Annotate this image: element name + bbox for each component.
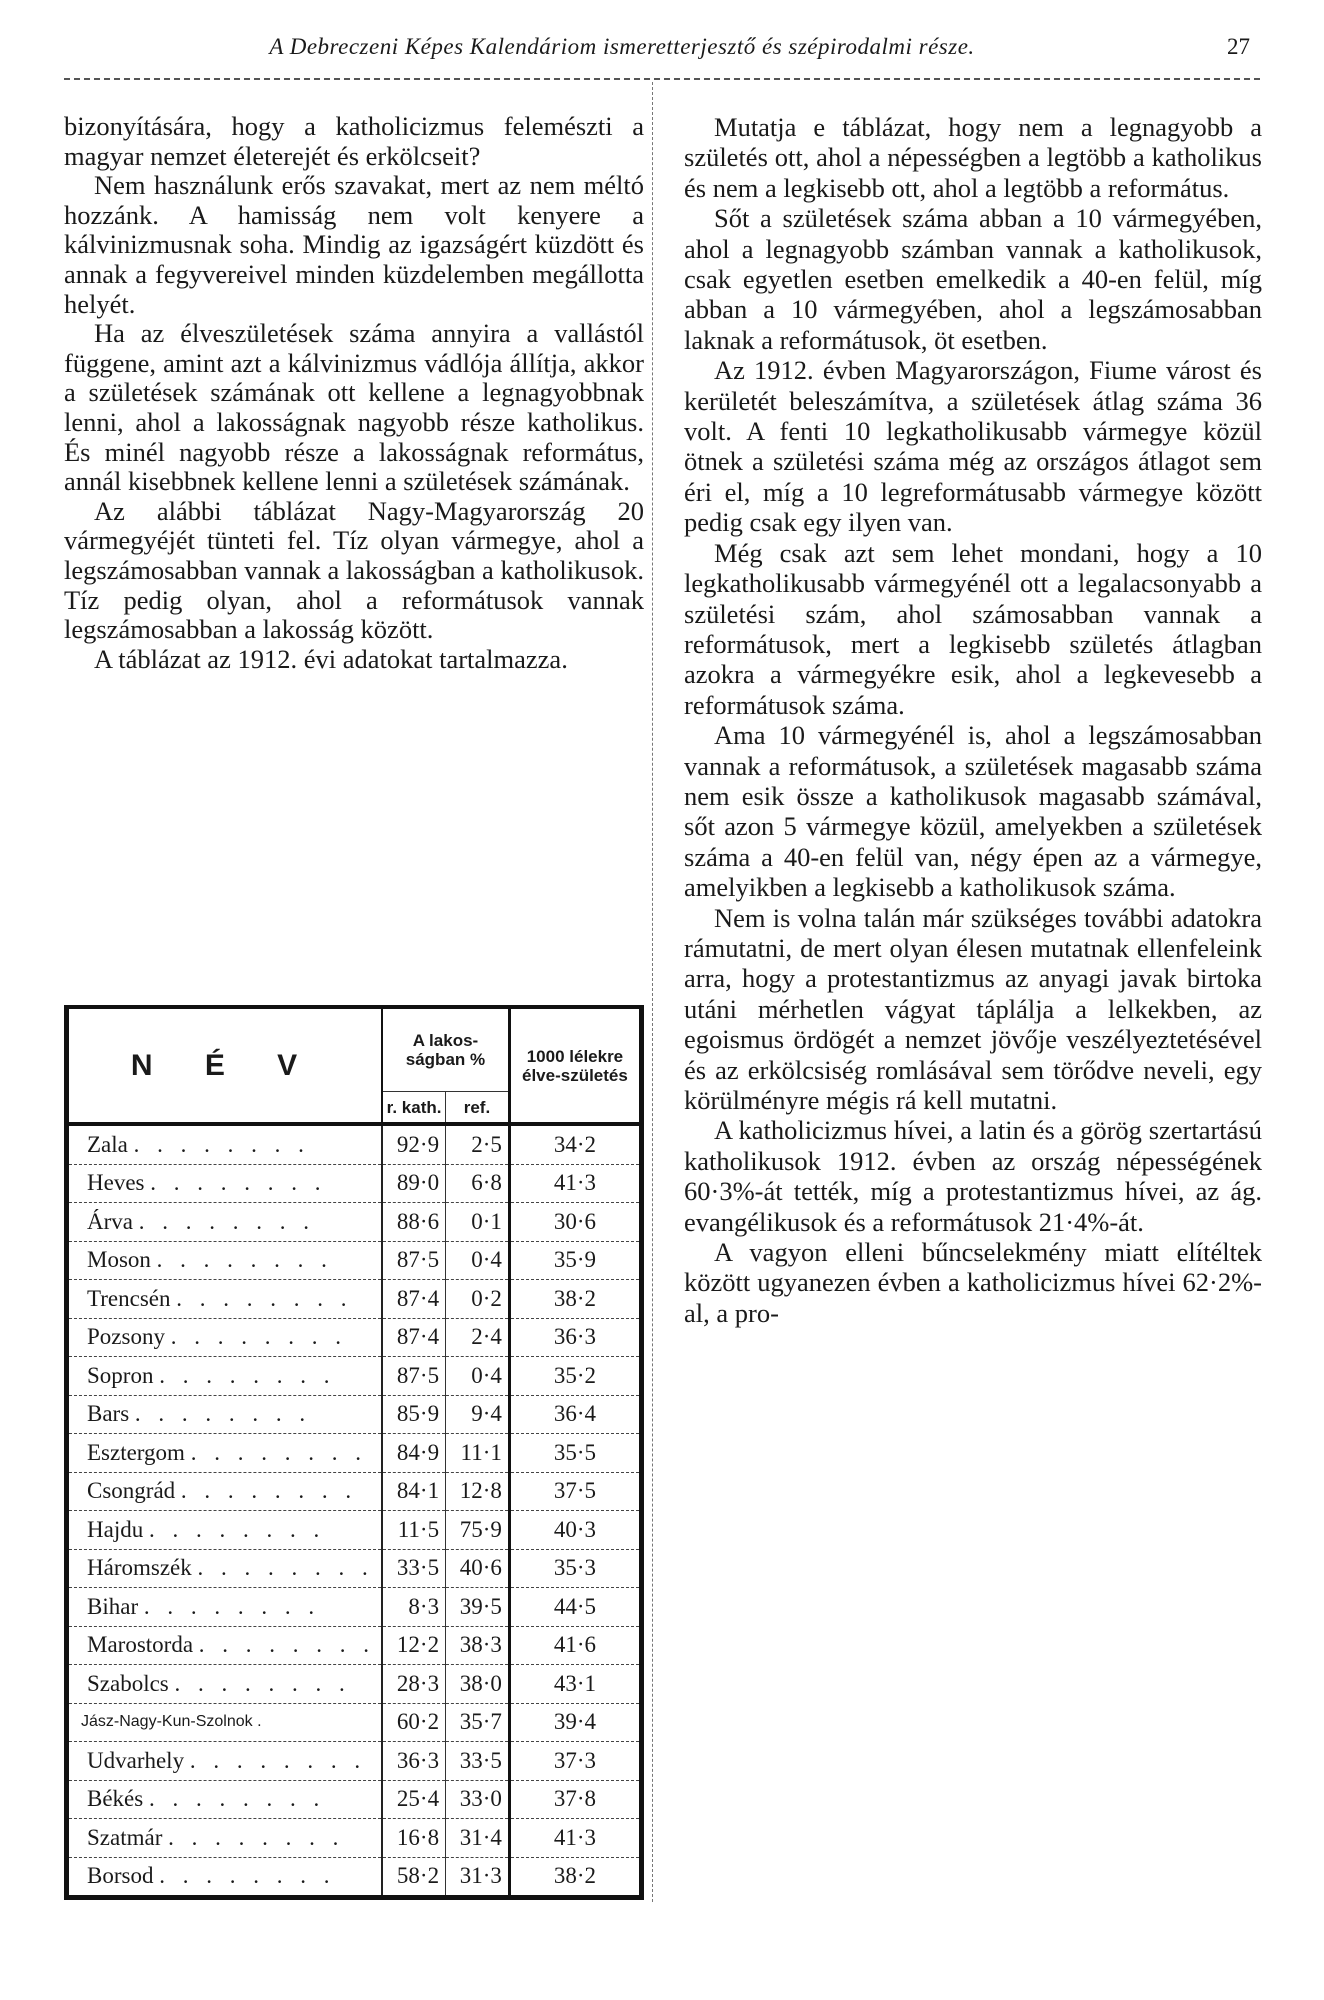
- county-name-text: Árva: [87, 1208, 133, 1234]
- column-header-kath: r. kath.: [382, 1092, 446, 1125]
- county-name: [67, 1665, 383, 1704]
- county-name: [67, 1511, 383, 1550]
- paragraph: Mutatja e táblázat, hogy nem a legnagyobb a születés ott, ahol a népességben a legtöbb a katholikus és nem a legkisebb ott, ahol a legtöbb a református.: [684, 112, 1262, 203]
- column-header-population: A lakos-ságban %: [382, 1007, 509, 1092]
- county-name-text: Borsod: [87, 1863, 154, 1889]
- column-header-name: N É V: [67, 1007, 383, 1124]
- table-row: [67, 1703, 642, 1742]
- table-row: [67, 1472, 642, 1511]
- paragraph: A táblázat az 1912. évi adatokat tartalmazza.: [94, 643, 568, 674]
- birth-rate: 35·3: [509, 1549, 641, 1588]
- kath-percent: 11·5: [382, 1511, 446, 1550]
- birth-rate: 37·8: [509, 1780, 641, 1819]
- leader-dots: . . . . . . . .: [190, 1439, 367, 1465]
- kath-percent: 88·6: [382, 1203, 446, 1242]
- ref-percent: 75·9: [446, 1511, 510, 1550]
- county-name-text: Esztergom: [87, 1439, 185, 1465]
- ref-percent: 31·3: [446, 1857, 510, 1898]
- table-row: [67, 1588, 642, 1627]
- table-row: [67, 1511, 642, 1550]
- paragraph: bizonyítására, hogy a katholicizmus felemészti a magyar nemzet életerejét és erkölcseit?: [64, 111, 644, 171]
- kath-percent: 89·0: [382, 1164, 446, 1203]
- right-column: [684, 112, 1262, 1328]
- table-row: [67, 1819, 642, 1858]
- birth-rate: 30·6: [509, 1203, 641, 1242]
- paragraph: Az alábbi táblázat Nagy-Magyarország 20 vármegyéjét tünteti fel. Tíz olyan vármegye, ahol a legszámosabban vannak a lakosságban a katholikusok. Tíz pedig olyan, ahol a reformátusok vannak legszámosabban a lakosság között.: [64, 495, 644, 645]
- table-row: [67, 1665, 642, 1704]
- county-name: [67, 1241, 383, 1280]
- leader-dots: . . . . . . . .: [138, 1208, 315, 1234]
- table-row: [67, 1124, 642, 1164]
- kath-percent: 92·9: [382, 1124, 446, 1164]
- birth-rate: 44·5: [509, 1588, 641, 1627]
- county-name-text: Trencsén: [87, 1285, 171, 1311]
- ref-percent: 33·5: [446, 1742, 510, 1781]
- header-rule: [64, 78, 1260, 80]
- leader-dots: . . . . . . . .: [180, 1478, 358, 1504]
- leader-dots: . . . . . . . .: [148, 1516, 326, 1542]
- county-name-text: Udvarhely: [87, 1747, 185, 1773]
- leader-dots: . . . . . . . .: [156, 1247, 333, 1273]
- county-name-text: Marostorda: [87, 1632, 194, 1658]
- ref-percent: 39·5: [446, 1588, 510, 1627]
- county-name-text: Bihar: [87, 1593, 139, 1619]
- birth-rate: 39·4: [509, 1703, 641, 1742]
- birth-rate: 40·3: [509, 1511, 641, 1550]
- kath-percent: 33·5: [382, 1549, 446, 1588]
- county-name: [67, 1280, 383, 1319]
- birth-rate: 41·6: [509, 1626, 641, 1665]
- leader-dots: . . . . . . . .: [159, 1362, 336, 1388]
- paragraph: A katholicizmus hívei, a latin és a görög szertartású katholikusok 1912. évben az ország népességének 60·3%-át tették, míg a protestantizmus hívei, az ág. evangélikusok és a reformátusok 21·4%-át.: [684, 1115, 1262, 1237]
- paragraph: Ha az élveszületések száma annyira a vallástól függene, amint azt a kálvinizmus vádlója állítja, akkor a születések számának ott kellene a legnagyobbnak lenni, ahol a lakosságnak nagyobb része katholikus. És minél nagyobb része a lakosságnak református, annál kisebbnek kellene lenni a születések számának.: [64, 318, 644, 497]
- county-name: [67, 1703, 383, 1742]
- county-name: [67, 1318, 383, 1357]
- ref-percent: 2·4: [446, 1318, 510, 1357]
- table-row: [67, 1318, 642, 1357]
- county-name-text: Szabolcs: [87, 1670, 169, 1696]
- table-row: [67, 1434, 642, 1473]
- leader-dots: .: [257, 1713, 268, 1731]
- county-name: [67, 1549, 383, 1588]
- table-row: [67, 1780, 642, 1819]
- kath-percent: 60·2: [382, 1703, 446, 1742]
- running-header: [64, 34, 1260, 70]
- leader-dots: . . . . . . . .: [134, 1401, 312, 1427]
- county-name-text: Zala: [87, 1131, 128, 1157]
- paragraph: Sőt a születések száma abban a 10 vármegyében, ahol a legnagyobb számban vannak a katholikusok, csak egyetlen esetben emelkedik a 40-en felül, míg abban a 10 vármegyében, ahol a legszámosabban laknak a reformátusok, öt esetben.: [684, 203, 1262, 355]
- county-name: [67, 1626, 383, 1665]
- birth-rate: 35·5: [509, 1434, 641, 1473]
- ref-percent: 0·2: [446, 1280, 510, 1319]
- statistics-table: [64, 1005, 644, 1900]
- ref-percent: 38·0: [446, 1665, 510, 1704]
- county-name: [67, 1588, 383, 1627]
- birth-rate: 41·3: [509, 1164, 641, 1203]
- county-name: [67, 1780, 383, 1819]
- birth-rate: 34·2: [509, 1124, 641, 1164]
- ref-percent: 0·1: [446, 1203, 510, 1242]
- ref-percent: 6·8: [446, 1164, 510, 1203]
- county-name: [67, 1819, 383, 1858]
- column-divider: [652, 82, 653, 1902]
- leader-dots: . . . . . . . .: [198, 1632, 376, 1658]
- birth-rate: 38·2: [509, 1857, 641, 1898]
- leader-dots: . . . . . . . .: [159, 1863, 336, 1889]
- county-name: [67, 1434, 383, 1473]
- paragraph: Nem is volna talán már szükséges további adatokra rámutatni, de mert olyan élesen mutatnak ellenfeleink arra, hogy a protestantizmus az anyagi javak birtoka utáni mérhetlen vágyat táplálja a lelkekben, az egoismus ördögét a nemzet jövője veszélyeztetésével és az erkölcsiség romlásával sem törődve neveli, egy körülményre mégis rá kell mutatni.: [684, 902, 1262, 1115]
- leader-dots: . . . . . . . .: [148, 1786, 326, 1812]
- kath-percent: 87·4: [382, 1280, 446, 1319]
- ref-percent: 11·1: [446, 1434, 510, 1473]
- kath-percent: 87·4: [382, 1318, 446, 1357]
- ref-percent: 31·4: [446, 1819, 510, 1858]
- birth-rate: 35·9: [509, 1241, 641, 1280]
- county-name: [67, 1164, 383, 1203]
- county-name: [67, 1203, 383, 1242]
- county-name-text: Hajdu: [87, 1516, 144, 1542]
- county-name-text: Bars: [87, 1401, 130, 1427]
- birth-rate: 43·1: [509, 1665, 641, 1704]
- kath-percent: 16·8: [382, 1819, 446, 1858]
- county-name-text: Heves: [87, 1170, 145, 1196]
- kath-percent: 28·3: [382, 1665, 446, 1704]
- ref-percent: 40·6: [446, 1549, 510, 1588]
- page-number: 27: [1227, 34, 1250, 59]
- leader-dots: . . . . . . . .: [170, 1324, 347, 1350]
- running-title: A Debreczeni Képes Kalendáriom ismeretterjesztő és szépirodalmi része.: [269, 34, 975, 59]
- county-name-text: Pozsony: [87, 1324, 165, 1350]
- table-row: [67, 1549, 642, 1588]
- leader-dots: . . . . . . . .: [150, 1170, 327, 1196]
- kath-percent: 25·4: [382, 1780, 446, 1819]
- paragraph: A vagyon elleni bűncselekmény miatt elítéltek között ugyanezen évben a katholicizmus hívei 62·2%-al, a pro-: [684, 1237, 1262, 1328]
- birth-rate: 41·3: [509, 1819, 641, 1858]
- leader-dots: . . . . . . . .: [176, 1285, 353, 1311]
- county-name-text: Sopron: [87, 1362, 154, 1388]
- ref-percent: 0·4: [446, 1357, 510, 1396]
- column-header-births: 1000 lélekre élve-születés: [509, 1007, 641, 1124]
- kath-percent: 85·9: [382, 1395, 446, 1434]
- table-row: [67, 1203, 642, 1242]
- paragraph: Nem használunk erős szavakat, mert az nem méltó hozzánk. A hamisság nem volt kenyere a kálvinizmusnak soha. Mindig az igazságért küzdött és annak a fegyvereivel minden küzdelemben megállotta helyét.: [64, 170, 644, 319]
- county-name-text: Békés: [87, 1786, 144, 1812]
- table-row: [67, 1857, 642, 1898]
- leader-dots: . . . . . . . .: [168, 1824, 345, 1850]
- kath-percent: 36·3: [382, 1742, 446, 1781]
- county-name-text: Csongrád: [87, 1478, 176, 1504]
- ref-percent: 38·3: [446, 1626, 510, 1665]
- kath-percent: 84·1: [382, 1472, 446, 1511]
- leader-dots: . . . . . . . .: [143, 1593, 321, 1619]
- table-row: [67, 1742, 642, 1781]
- table-row: [67, 1395, 642, 1434]
- leader-dots: . . . . . . . .: [197, 1555, 374, 1581]
- county-name: [67, 1124, 383, 1164]
- ref-percent: 9·4: [446, 1395, 510, 1434]
- birth-rate: 36·3: [509, 1318, 641, 1357]
- county-name: [67, 1357, 383, 1396]
- kath-percent: 8·3: [382, 1588, 446, 1627]
- county-name: [67, 1857, 383, 1898]
- county-name-text: Szatmár: [87, 1824, 163, 1850]
- birth-rate: 37·5: [509, 1472, 641, 1511]
- ref-percent: 2·5: [446, 1124, 510, 1164]
- ref-percent: 35·7: [446, 1703, 510, 1742]
- county-name: [67, 1472, 383, 1511]
- leader-dots: . . . . . . . .: [133, 1131, 310, 1157]
- ref-percent: 33·0: [446, 1780, 510, 1819]
- kath-percent: 58·2: [382, 1857, 446, 1898]
- paragraph: Az 1912. évben Magyarországon, Fiume várost és kerületét beleszámítva, a születések átlag száma 36 volt. A fenti 10 legkatholikusabb vármegye közül ötnek a születési száma még az országos átlagot sem éri el, míg a 10 legreformátusabb vármegye között pedig csak egy ilyen van.: [684, 355, 1262, 538]
- county-name: [67, 1395, 383, 1434]
- birth-rate: 37·3: [509, 1742, 641, 1781]
- kath-percent: 87·5: [382, 1357, 446, 1396]
- birth-rate: 35·2: [509, 1357, 641, 1396]
- paragraph: Ama 10 vármegyénél is, ahol a legszámosabban vannak a reformátusok, a születések magasabb száma nem esik össze a katholikusok magasabb számával, sőt azon 5 vármegye közül, amelyekben a születések száma a 40-en felül van, négy épen az a vármegye, amelyikben a legkisebb a katholikusok száma.: [684, 720, 1262, 903]
- kath-percent: 12·2: [382, 1626, 446, 1665]
- table-row: [67, 1164, 642, 1203]
- birth-rate: 36·4: [509, 1395, 641, 1434]
- leader-dots: . . . . . . . .: [189, 1747, 367, 1773]
- table-row: [67, 1241, 642, 1280]
- kath-percent: 87·5: [382, 1241, 446, 1280]
- county-name-text: Moson: [87, 1247, 151, 1273]
- left-column: [64, 112, 644, 674]
- county-name-text: Háromszék: [87, 1555, 192, 1581]
- table-row: [67, 1280, 642, 1319]
- table-body: [67, 1124, 642, 1898]
- column-header-ref: ref.: [446, 1092, 510, 1125]
- ref-percent: 0·4: [446, 1241, 510, 1280]
- table-row: [67, 1626, 642, 1665]
- ref-percent: 12·8: [446, 1472, 510, 1511]
- paragraph: Még csak azt sem lehet mondani, hogy a 10 legkatholikusabb vármegyénél ott a legalacsonyabb a születési szám, ahol számosabban vannak a reformátusok, mert a legkisebb születés átlagban azokra a vármegyékre esik, ahol a legkevesebb a reformátusok száma.: [684, 537, 1262, 720]
- county-name-text: Jász-Nagy-Kun-Szolnok: [81, 1713, 253, 1731]
- birth-rate: 38·2: [509, 1280, 641, 1319]
- county-name: [67, 1742, 383, 1781]
- kath-percent: 84·9: [382, 1434, 446, 1473]
- table-row: [67, 1357, 642, 1396]
- leader-dots: . . . . . . . .: [174, 1670, 351, 1696]
